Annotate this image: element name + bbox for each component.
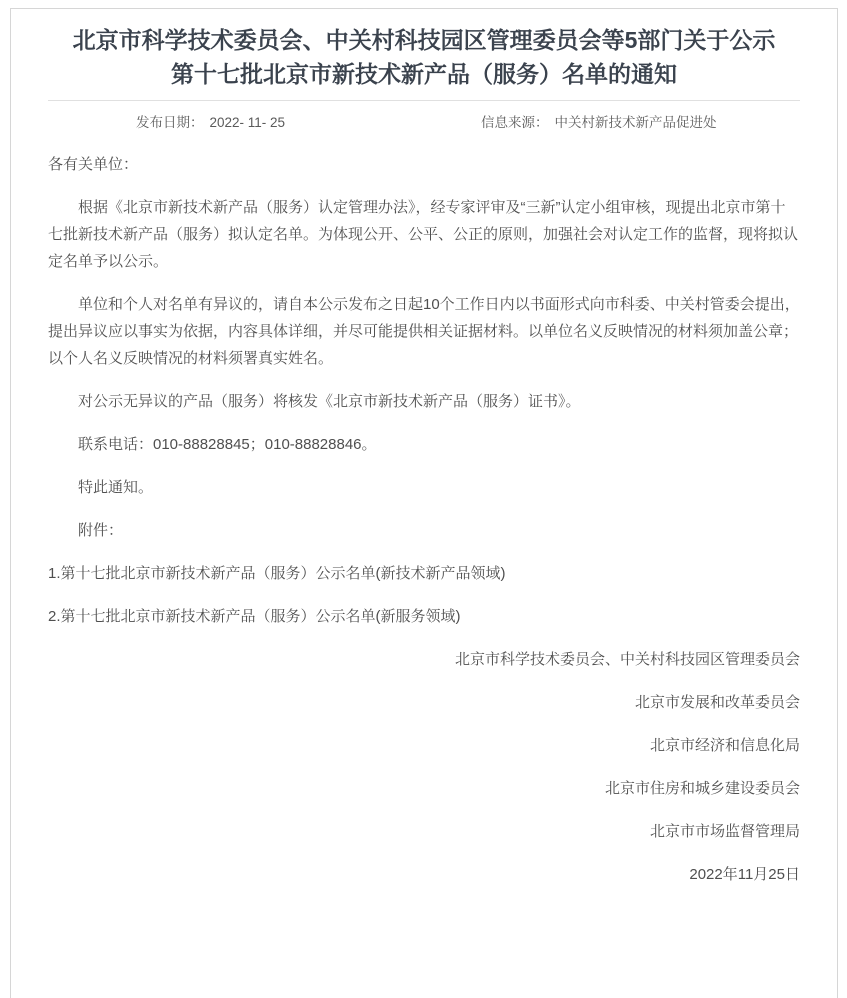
info-source-value: 中关村新技术新产品促进处 bbox=[554, 115, 717, 130]
paragraph-objection-procedure: 单位和个人对名单有异议的，请自本公示发布之日起10个工作日内以书面形式向市科委、中关村管委会提出，提出异议应以事实为依据，内容具体详细，并尽可能提供相关证据材料。以单位名义反映情况的材料须加盖公章；以个人名义反映情况的材料须署真实姓名。 bbox=[48, 296, 800, 367]
notice-body bbox=[48, 151, 800, 888]
signature-block bbox=[48, 646, 800, 888]
info-source-label: 信息来源： bbox=[481, 115, 549, 130]
publish-date-value: 2022- 11- 25 bbox=[209, 115, 286, 130]
publish-date-label: 发布日期： bbox=[136, 115, 204, 130]
attachment-link-1[interactable]: 1.第十七批北京市新技术新产品（服务）公示名单(新技术新产品领域) bbox=[48, 565, 506, 582]
page-title-line1: 北京市科学技术委员会、中关村科技园区管理委员会等5部门关于公示 bbox=[72, 27, 776, 53]
salutation: 各有关单位： bbox=[48, 156, 139, 173]
attachment-link-2[interactable]: 2.第十七批北京市新技术新产品（服务）公示名单(新服务领域) bbox=[48, 608, 461, 625]
notice-document bbox=[10, 8, 838, 998]
publish-date bbox=[136, 111, 285, 131]
attachments-label: 附件： bbox=[78, 522, 124, 539]
signature-agency-1: 北京市科学技术委员会、中关村科技园区管理委员会 bbox=[454, 651, 800, 668]
paragraph-contact-phone: 联系电话：010-88828845；010-88828846。 bbox=[78, 436, 377, 453]
paragraph-certificate-issuance: 对公示无异议的产品（服务）将核发《北京市新技术新产品（服务）证书》。 bbox=[78, 393, 581, 410]
signature-agency-4: 北京市住房和城乡建设委员会 bbox=[604, 780, 800, 797]
signature-date: 2022年11月25日 bbox=[689, 866, 800, 883]
info-source bbox=[481, 111, 717, 131]
page-title-line2: 第十七批北京市新技术新产品（服务）名单的通知 bbox=[171, 61, 677, 87]
signature-agency-2: 北京市发展和改革委员会 bbox=[634, 694, 800, 711]
meta-row bbox=[48, 101, 800, 133]
page-title bbox=[48, 23, 800, 91]
signature-agency-3: 北京市经济和信息化局 bbox=[649, 737, 800, 754]
paragraph-approval-basis: 根据《北京市新技术新产品（服务）认定管理办法》，经专家评审及“三新”认定小组审核，现提出北京市第十七批新技术新产品（服务）拟认定名单。为体现公开、公平、公正的原则，加强社会对认定工作的监督，现将拟认定名单予以公示。 bbox=[48, 199, 799, 270]
signature-agency-5: 北京市市场监督管理局 bbox=[649, 823, 800, 840]
paragraph-hereby-notice: 特此通知。 bbox=[78, 479, 154, 496]
